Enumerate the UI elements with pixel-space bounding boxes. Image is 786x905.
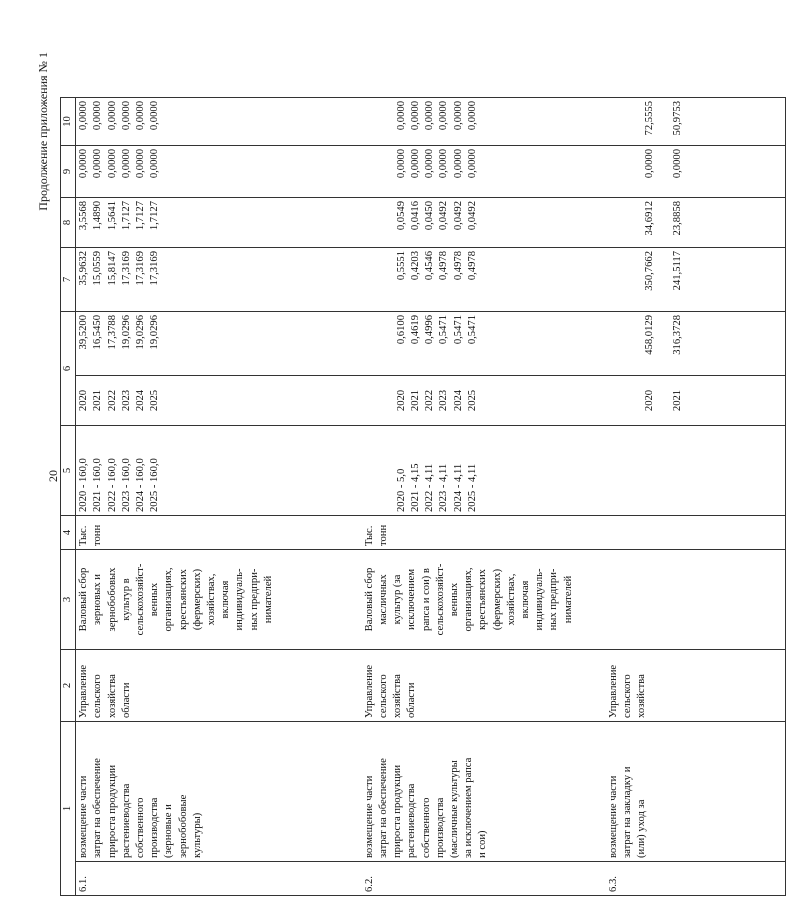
extra-budget-value: 0,0000 [438, 101, 450, 131]
indicator-name-text: Валовый сбор зерновых и зернобобовых культур в сельскохозяйст- венных организациях, крестьянских (фермерских) хозяйствах, включая индивидуаль- ных предпри- нимателей [78, 563, 274, 636]
unit-text: Тыс. тонн [363, 524, 389, 546]
federal-budget-value: 17,3169 [135, 251, 147, 286]
target-values-value: 2021 - 160,0 [92, 458, 104, 512]
year-list-value: 2020 [643, 389, 655, 412]
unit [362, 516, 606, 550]
extra-budget-value: 0,0000 [135, 101, 147, 131]
extra-budget-value: 0,0000 [78, 101, 90, 131]
regional-budget-value: 0,0416 [409, 201, 421, 231]
year-list-value: 2024 [452, 389, 464, 412]
target-values [606, 426, 786, 516]
federal-budget-value: 15,8147 [106, 251, 118, 286]
year-list [362, 376, 606, 426]
year-list-value: 2020 [78, 389, 90, 412]
column-header: 5 [61, 426, 76, 516]
target-values-value: 2025 - 4,11 [466, 463, 478, 512]
federal-budget-value: 241,5117 [671, 251, 683, 291]
local-budget-value: 0,0000 [395, 149, 407, 179]
regional-budget-value: 0,0492 [452, 201, 464, 231]
federal-budget-value: 0,4203 [409, 251, 421, 281]
unit [606, 516, 786, 550]
target-values-value: 2022 - 4,11 [424, 463, 436, 512]
federal-budget-value: 17,3169 [120, 251, 132, 286]
total-funding-value: 39,5200 [78, 315, 90, 350]
row-number [606, 862, 786, 896]
federal-budget-value: 350,7662 [643, 251, 655, 291]
year-list-value: 2024 [135, 389, 147, 412]
local-budget-value: 0,0000 [424, 149, 436, 179]
column-header: 1 [61, 722, 76, 896]
extra-budget-value: 0,0000 [149, 101, 161, 131]
extra-budget-value: 0,0000 [106, 101, 118, 131]
executor-text: Управление сельского хозяйства области [363, 664, 418, 718]
local-budget-value: 0,0000 [106, 149, 118, 179]
regional-budget-value: 1,7127 [149, 201, 161, 231]
total-funding-value: 458,0129 [643, 315, 655, 355]
local-budget-value: 0,0000 [438, 149, 450, 179]
total-funding-value: 19,0296 [135, 315, 147, 350]
year-list-value: 2023 [438, 389, 450, 412]
regional-budget-value: 1,7127 [135, 201, 147, 231]
year-list-value: 2021 [409, 389, 421, 412]
target-values-value: 2025 - 160,0 [149, 458, 161, 512]
row-number [362, 862, 606, 896]
extra-budget-value: 0,0000 [409, 101, 421, 131]
column-header: 10 [61, 98, 76, 146]
year-list-value: 2022 [106, 389, 118, 412]
unit [76, 516, 362, 550]
year-list-value: 2021 [671, 389, 683, 412]
total-funding-value: 0,6100 [395, 315, 407, 345]
regional-budget-value: 0,0450 [424, 201, 436, 231]
extra-budget [76, 98, 362, 146]
year-list [606, 376, 786, 426]
year-list-value: 2025 [466, 389, 478, 412]
regional-budget [362, 198, 606, 248]
local-budget-value: 0,0000 [92, 149, 104, 179]
regional-budget-value: 23,8858 [671, 201, 683, 236]
local-budget-value: 0,0000 [452, 149, 464, 179]
executor [76, 650, 362, 722]
extra-budget-value: 0,0000 [452, 101, 464, 131]
rotated-sheet [30, 2, 683, 902]
target-values-value: 2024 - 160,0 [135, 458, 147, 512]
regional-budget-value: 1,4890 [92, 201, 104, 231]
year-list [76, 376, 362, 426]
column-header: 2 [61, 650, 76, 722]
regional-budget [606, 198, 786, 248]
row-number-text: 6.3. [607, 876, 619, 892]
year-list-value: 2020 [395, 389, 407, 412]
row-number [76, 862, 362, 896]
regional-budget-value: 34,6912 [643, 201, 655, 236]
local-budget-value: 0,0000 [409, 149, 421, 179]
column-header: 8 [61, 198, 76, 248]
federal-budget [76, 248, 362, 312]
extra-budget [606, 98, 786, 146]
extra-budget-value: 0,0000 [120, 101, 132, 131]
regional-budget-value: 1,5641 [106, 201, 118, 231]
target-values [362, 426, 606, 516]
extra-budget-value: 0,0000 [92, 101, 104, 131]
regional-budget-value: 0,0549 [395, 201, 407, 231]
indicator-name-text: Валовый сбор масличных культур (за исключением рапса и сои) в сельскохозяйст- венных организациях, крестьянских (фермерских) хозяйствах, включая индивидуаль- ных предпри- нимателей [363, 563, 574, 636]
column-header: 9 [61, 146, 76, 198]
row-number-text: 6.2. [363, 876, 375, 892]
column-header: 7 [61, 248, 76, 312]
total-funding-value: 0,4996 [424, 315, 436, 345]
measure-description-text: возмещение части затрат на обеспечение прироста продукции растениеводства собственного производства (масличные культуры за исключением рапса и сои) [363, 757, 489, 858]
federal-budget-value: 15,0559 [92, 251, 104, 286]
executor-text: Управление сельского хозяйства [607, 664, 648, 718]
local-budget-value: 0,0000 [671, 149, 683, 179]
regional-budget-value: 0,0492 [438, 201, 450, 231]
federal-budget-value: 0,4546 [424, 251, 436, 281]
program-table [60, 97, 786, 896]
federal-budget-value: 0,5551 [395, 251, 407, 281]
measure-description-text: возмещение части затрат на закладку и (или) уход за [607, 766, 648, 858]
extra-budget-value: 72,5555 [643, 101, 655, 136]
extra-budget-value: 0,0000 [424, 101, 436, 131]
local-budget-value: 0,0000 [466, 149, 478, 179]
local-budget [76, 146, 362, 198]
total-funding-value: 19,0296 [120, 315, 132, 350]
executor [606, 650, 786, 722]
local-budget [362, 146, 606, 198]
regional-budget-value: 0,0492 [466, 201, 478, 231]
local-budget-value: 0,0000 [149, 149, 161, 179]
local-budget-value: 0,0000 [135, 149, 147, 179]
total-funding-value: 0,4619 [409, 315, 421, 345]
regional-budget-value: 1,7127 [120, 201, 132, 231]
year-list-value: 2021 [92, 389, 104, 412]
extra-budget [362, 98, 606, 146]
executor [362, 650, 606, 722]
regional-budget-value: 3,5568 [78, 201, 90, 231]
measure-description-text: возмещение части затрат на обеспечение прироста продукции растениеводства собственного производства (зерновые и зернобобовые культуры) [78, 758, 203, 858]
target-values-value: 2023 - 4,11 [438, 463, 450, 512]
federal-budget [606, 248, 786, 312]
indicator-name [606, 550, 786, 650]
column-header: 4 [61, 516, 76, 550]
target-values-value: 2020 - 160,0 [78, 458, 90, 512]
total-funding-value: 19,0296 [149, 315, 161, 350]
total-funding-value: 16,5450 [92, 315, 104, 350]
federal-budget-value: 0,4978 [452, 251, 464, 281]
total-funding-value: 0,5471 [466, 315, 478, 345]
indicator-name [76, 550, 362, 650]
year-list-value: 2023 [120, 389, 132, 412]
target-values-value: 2024 - 4,11 [452, 463, 464, 512]
row-number-text: 6.1. [78, 876, 90, 892]
target-values-value: 2023 - 160,0 [120, 458, 132, 512]
target-values [76, 426, 362, 516]
local-budget [606, 146, 786, 198]
year-list-value: 2025 [149, 389, 161, 412]
executor-text: Управление сельского хозяйства области [78, 664, 132, 718]
table-row [76, 98, 362, 896]
column-header: 3 [61, 550, 76, 650]
total-funding-value: 0,5471 [438, 315, 450, 345]
total-funding [606, 312, 786, 376]
target-values-value: 2020 - 5,0 [395, 468, 407, 512]
unit-text: Тыс. тонн [78, 524, 104, 546]
total-funding [362, 312, 606, 376]
federal-budget-value: 0,4978 [438, 251, 450, 281]
local-budget-value: 0,0000 [120, 149, 132, 179]
column-header: 6 [61, 312, 76, 426]
table-row [606, 98, 786, 896]
total-funding-value: 17,3788 [106, 315, 118, 350]
extra-budget-value: 0,0000 [395, 101, 407, 131]
total-funding-value: 316,3728 [671, 315, 683, 355]
federal-budget-value: 0,4978 [466, 251, 478, 281]
year-list-value: 2022 [424, 389, 436, 412]
local-budget-value: 0,0000 [78, 149, 90, 179]
regional-budget [76, 198, 362, 248]
federal-budget-value: 17,3169 [149, 251, 161, 286]
local-budget-value: 0,0000 [643, 149, 655, 179]
total-funding-value: 0,5471 [452, 315, 464, 345]
table-body [76, 98, 786, 896]
indicator-name [362, 550, 606, 650]
column-number-row [61, 98, 76, 896]
total-funding [76, 312, 362, 376]
measure-description [76, 722, 362, 862]
measure-description [606, 722, 786, 862]
page-number: 20 [46, 470, 60, 482]
federal-budget [362, 248, 606, 312]
federal-budget-value: 35,9632 [78, 251, 90, 286]
continuation-title: Продолжение приложения № 1 [36, 52, 50, 211]
extra-budget-value: 0,0000 [466, 101, 478, 131]
table-row [362, 98, 606, 896]
target-values-value: 2021 - 4,15 [409, 463, 421, 512]
target-values-value: 2022 - 160,0 [106, 458, 118, 512]
extra-budget-value: 50,9753 [671, 101, 683, 136]
measure-description [362, 722, 606, 862]
